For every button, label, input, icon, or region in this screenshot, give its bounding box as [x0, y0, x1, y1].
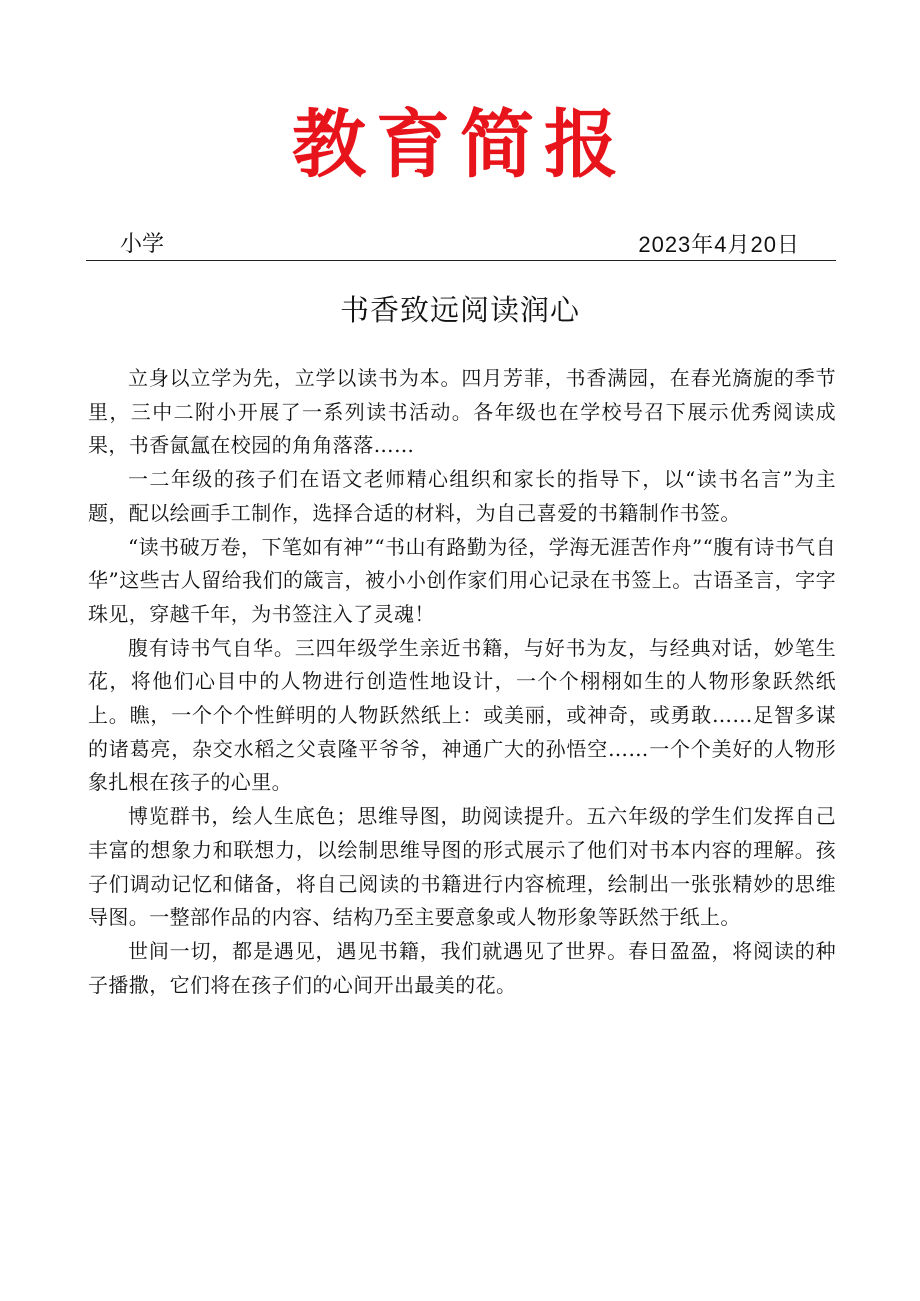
article-paragraph: 立身以立学为先，立学以读书为本。四月芳菲，书香满园，在春光旖旎的季节里，三中二附小开展了一系列读书活动。各年级也在学校号召下展示优秀阅读成果，书香氤氲在校园的角角落落…… [88, 366, 836, 458]
article-title: 书香致远阅读润心 [339, 293, 580, 327]
article-paragraph: 一二年级的孩子们在语文老师精心组织和家长的指导下，以“读书名言”为主题，配以绘画手工制作，选择合适的材料，为自己喜爱的书籍制作书签。 [88, 467, 836, 525]
article-body [88, 362, 836, 1002]
article-paragraph: “读书破万卷，下笔如有神”“书山有路勤为径，学海无涯苦作舟”“腹有诗书气自华”这些古人留给我们的箴言，被小小创作家们用心记录在书签上。古语圣言，字字珠见，穿越千年，为书签注入了灵魂！ [88, 534, 836, 626]
article-paragraph: 世间一切，都是遇见，遇见书籍，我们就遇见了世界。春日盈盈，将阅读的种子播撒，它们将在孩子们的心间开出最美的花。 [88, 938, 836, 997]
issue-meta-row [86, 230, 836, 260]
issue-date: 2023年4月20日 [638, 232, 800, 257]
school-name: 小学 [120, 232, 165, 257]
article-paragraph: 博览群书，绘人生底色；思维导图，助阅读提升。五六年级的学生们发挥自己丰富的想象力和联想力，以绘制思维导图的形式展示了他们对书本内容的理解。孩子们调动记忆和储备，将自己阅读的书籍进行内容梳理，绘制出一张张精妙的思维导图。一整部作品的内容、结构乃至主要意象或人物形象等跃然于纸上。 [88, 804, 836, 930]
newsletter-masthead: 教育简报 [292, 102, 628, 188]
article-paragraph: 腹有诗书气自华。三四年级学生亲近书籍，与好书为友，与经典对话，妙笔生花，将他们心目中的人物进行创造性地设计，一个个栩栩如生的人物形象跃然纸上。瞧，一个个个性鲜明的人物跃然纸上：或美丽，或神奇，或勇敢……足智多谋的诸葛亮，杂交水稻之父袁隆平爷爷，神通广大的孙悟空……一个个美好的人物形象扎根在孩子的心里。 [88, 635, 836, 795]
header-divider [86, 260, 836, 261]
